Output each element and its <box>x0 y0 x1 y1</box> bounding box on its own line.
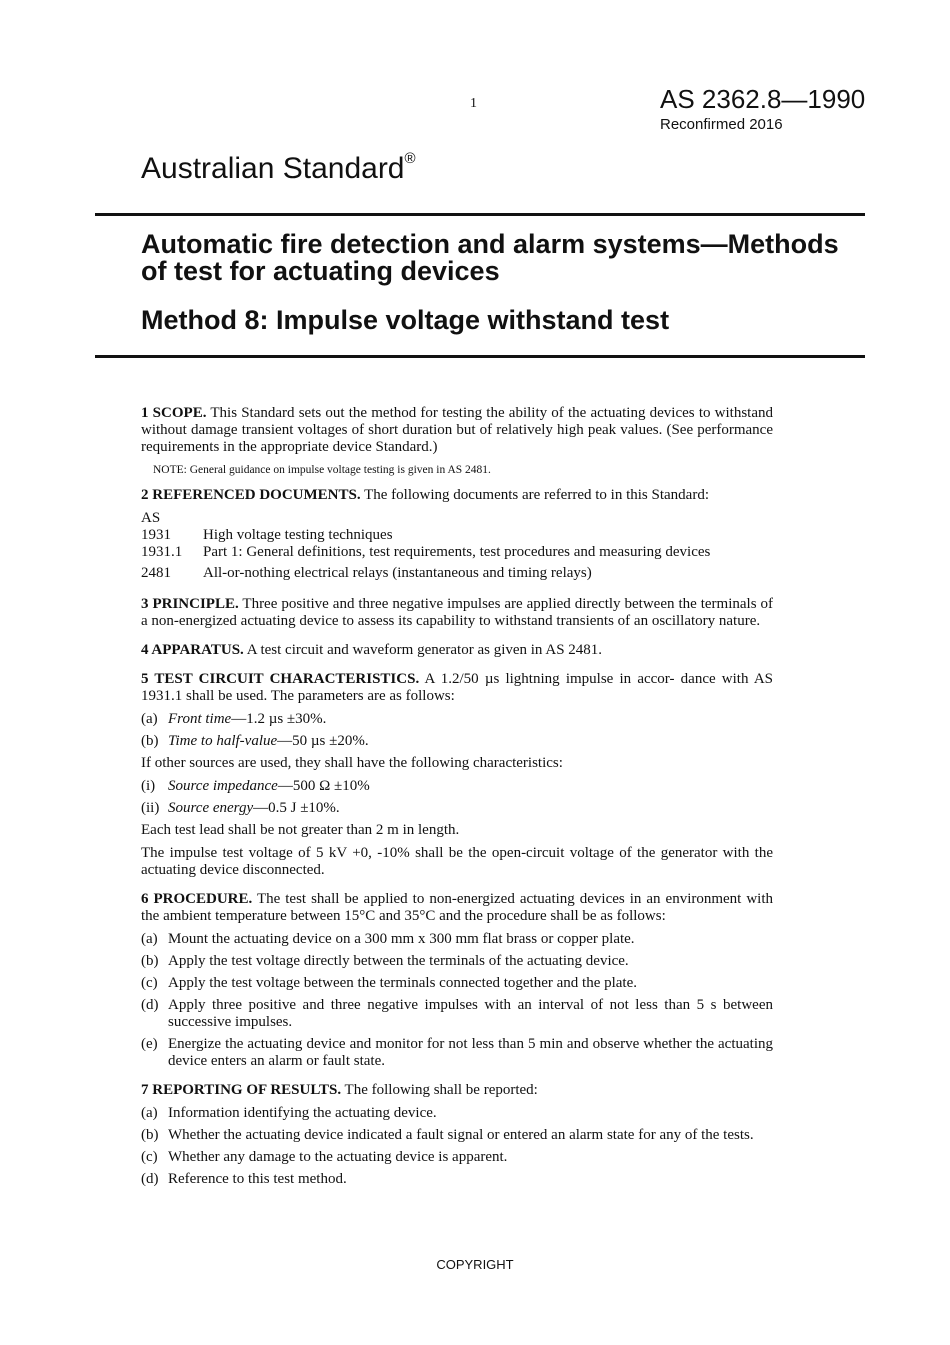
brand-title <box>141 152 416 186</box>
item-label: (c) <box>141 975 158 991</box>
report-text: Whether the actuating device indicated a fault signal or entered an alarm state for any of the tests. <box>168 1127 754 1143</box>
reference-code: 1931.1 <box>141 544 183 560</box>
references-prefix: AS <box>141 510 161 526</box>
section-heading: 5 TEST CIRCUIT CHARACTERISTICS. <box>141 671 420 687</box>
section-heading: 3 PRINCIPLE. <box>141 596 239 612</box>
top-rule <box>95 213 865 216</box>
item-label: (ii) <box>141 800 160 816</box>
source-value: —0.5 J ±10%. <box>253 800 340 816</box>
reference-code: 2481 <box>141 565 171 581</box>
report-text: Whether any damage to the actuating device is apparent. <box>168 1149 508 1165</box>
report-item <box>141 1127 773 1144</box>
procedure-step <box>141 1036 773 1070</box>
report-text: Reference to this test method. <box>168 1171 347 1187</box>
section-heading: 2 REFERENCED DOCUMENTS. <box>141 487 361 503</box>
source-item <box>141 800 773 817</box>
page-number: 1 <box>470 96 477 111</box>
procedure-step <box>141 997 773 1031</box>
section-reporting <box>141 1082 773 1099</box>
parameter-item <box>141 711 773 728</box>
scope-note: NOTE: General guidance on impulse voltage testing is given in AS 2481. <box>153 464 491 476</box>
report-item <box>141 1149 773 1166</box>
step-text: Energize the actuating device and monitor for not less than 5 min and observe whether the actuating device enters an alarm or fault state. <box>168 1036 773 1069</box>
section-text: This Standard sets out the method for testing the ability of the actuating devices to withstand without damage transient voltages of short duration but of relatively high peak values. (See performance requirements in the appropriate device Standard.) <box>141 405 773 455</box>
report-item <box>141 1171 773 1188</box>
item-label: (a) <box>141 1105 158 1121</box>
step-text: Mount the actuating device on a 300 mm x 300 mm flat brass or copper plate. <box>168 931 635 947</box>
reference-row <box>141 565 773 582</box>
item-label: (d) <box>141 1171 159 1187</box>
brand-text: Australian Standard <box>141 152 405 185</box>
section-scope <box>141 405 773 456</box>
section-text: A test circuit and waveform generator as given in AS 2481. <box>243 642 603 658</box>
section-heading: 6 PROCEDURE. <box>141 891 253 907</box>
parameter-item <box>141 733 773 750</box>
item-label: (b) <box>141 733 159 749</box>
section-apparatus <box>141 642 773 659</box>
document-title: Automatic fire detection and alarm systems—Methods of test for actuating devices <box>141 229 839 286</box>
reference-title: Part 1: General definitions, test requirements, test procedures and measuring devices <box>203 544 711 560</box>
reference-code: 1931 <box>141 527 171 543</box>
source-term: Source energy <box>168 800 254 816</box>
report-text: Information identifying the actuating device. <box>168 1105 437 1121</box>
source-value: —500 Ω ±10% <box>277 778 370 794</box>
step-text: Apply three positive and three negative impulses with an interval of not less than 5 s between successive impulses. <box>168 997 773 1030</box>
item-label: (e) <box>141 1036 158 1052</box>
report-item <box>141 1105 773 1122</box>
reference-row <box>141 527 773 544</box>
registered-mark: ® <box>404 150 416 167</box>
parameter-value: —50 µs ±20%. <box>277 733 369 749</box>
reference-row <box>141 544 773 561</box>
reference-title: High voltage testing techniques <box>203 527 393 543</box>
section-heading: 4 APPARATUS. <box>141 642 244 658</box>
section-text: The following documents are referred to in this Standard: <box>360 487 709 503</box>
source-term: Source impedance <box>168 778 278 794</box>
procedure-step <box>141 975 773 992</box>
section-text: A 1.2/50 µs lightning impulse in accor- dance with AS 1931.1 shall be used. The parameters are as follows: <box>141 671 773 704</box>
parameter-term: Time to half-value <box>168 733 278 749</box>
section-heading: 1 SCOPE. <box>141 405 207 421</box>
test-lead-text: Each test lead shall be not greater than 2 m in length. <box>141 822 460 838</box>
section-references <box>141 487 773 504</box>
bottom-rule <box>95 355 865 358</box>
parameter-term: Front time <box>168 711 232 727</box>
copyright-footer: COPYRIGHT <box>436 1257 514 1272</box>
document-code: AS 2362.8—1990 <box>660 84 866 114</box>
procedure-step <box>141 953 773 970</box>
section-text: The test shall be applied to non-energized actuating devices in an environment with the ambient temperature between 15°C and 35°C and the procedure shall be as follows: <box>141 891 773 924</box>
item-label: (b) <box>141 1127 159 1143</box>
item-label: (c) <box>141 1149 158 1165</box>
item-label: (i) <box>141 778 156 794</box>
document-body <box>141 405 773 1193</box>
step-text: Apply the test voltage directly between the terminals of the actuating device. <box>168 953 629 969</box>
section-text: Three positive and three negative impulses are applied directly between the terminals of a non-energized actuating device to assess its capability to withstand transients of an oscillatory nature. <box>141 596 773 629</box>
item-label: (a) <box>141 931 158 947</box>
section-heading: 7 REPORTING OF RESULTS. <box>141 1082 342 1098</box>
section-text: The following shall be reported: <box>341 1082 538 1098</box>
procedure-step <box>141 931 773 948</box>
reference-title: All-or-nothing electrical relays (instantaneous and timing relays) <box>203 565 592 581</box>
source-item <box>141 778 773 795</box>
other-sources-intro: If other sources are used, they shall have the following characteristics: <box>141 755 563 771</box>
item-label: (d) <box>141 997 159 1013</box>
section-test-circuit <box>141 671 773 705</box>
item-label: (a) <box>141 711 158 727</box>
section-procedure <box>141 891 773 925</box>
reconfirmed-label: Reconfirmed 2016 <box>660 116 783 133</box>
step-text: Apply the test voltage between the terminals connected together and the plate. <box>168 975 637 991</box>
document-subtitle: Method 8: Impulse voltage withstand test <box>141 305 670 335</box>
impulse-voltage-text: The impulse test voltage of 5 kV +0, -10% shall be the open-circuit voltage of the generator with the actuating device disconnected. <box>141 845 773 878</box>
section-principle <box>141 596 773 630</box>
item-label: (b) <box>141 953 159 969</box>
parameter-value: —1.2 µs ±30%. <box>231 711 327 727</box>
